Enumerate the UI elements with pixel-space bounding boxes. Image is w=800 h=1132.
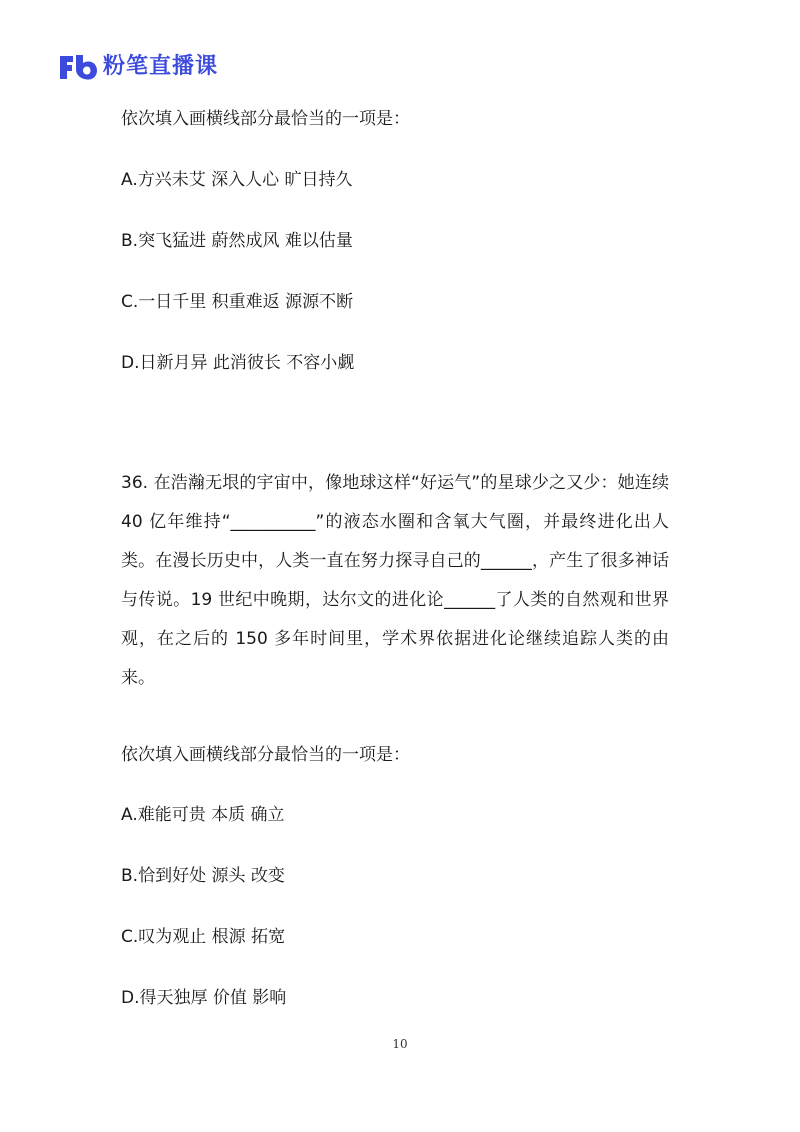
fb-logo-icon xyxy=(57,52,99,82)
option-d: D.日新月异 此消彼长 不容小觑 xyxy=(121,353,355,373)
brand-logo xyxy=(57,50,218,84)
question-prompt: 依次填入画横线部分最恰当的一项是： xyxy=(121,109,410,129)
option-b: B.突飞猛进 蔚然成风 难以估量 xyxy=(121,231,353,251)
brand-name: 粉笔直播课 xyxy=(103,54,219,79)
question-36-option-c: C.叹为观止 根源 拓宽 xyxy=(121,927,286,947)
question-36-stem: 36. 在浩瀚无垠的宇宙中，像地球这样“好运气”的星球少之又少：她连续 40 亿年维持“__________”的液态水圈和含氧大气圈，并最终进化出人类。在漫长历史中，人类一直在努力探寻自己的______，产生了很多神话与传说。19 世纪中晚期，达尔文的进化论______了人类的自然观和世界观，在之后的 150 多年时间里，学术界依据进化论继续追踪人类的由来。 xyxy=(121,473,669,688)
question-36-option-d: D.得天独厚 价值 影响 xyxy=(121,988,287,1008)
option-a: A.方兴未艾 深入人心 旷日持久 xyxy=(121,170,353,190)
question-36-option-a: A.难能可贵 本质 确立 xyxy=(121,805,285,825)
page-number: 10 xyxy=(392,1037,408,1051)
question-36-option-b: B.恰到好处 源头 改变 xyxy=(121,866,285,886)
option-c: C.一日千里 积重难返 源源不断 xyxy=(121,292,354,312)
question-36-prompt: 依次填入画横线部分最恰当的一项是： xyxy=(121,745,410,765)
